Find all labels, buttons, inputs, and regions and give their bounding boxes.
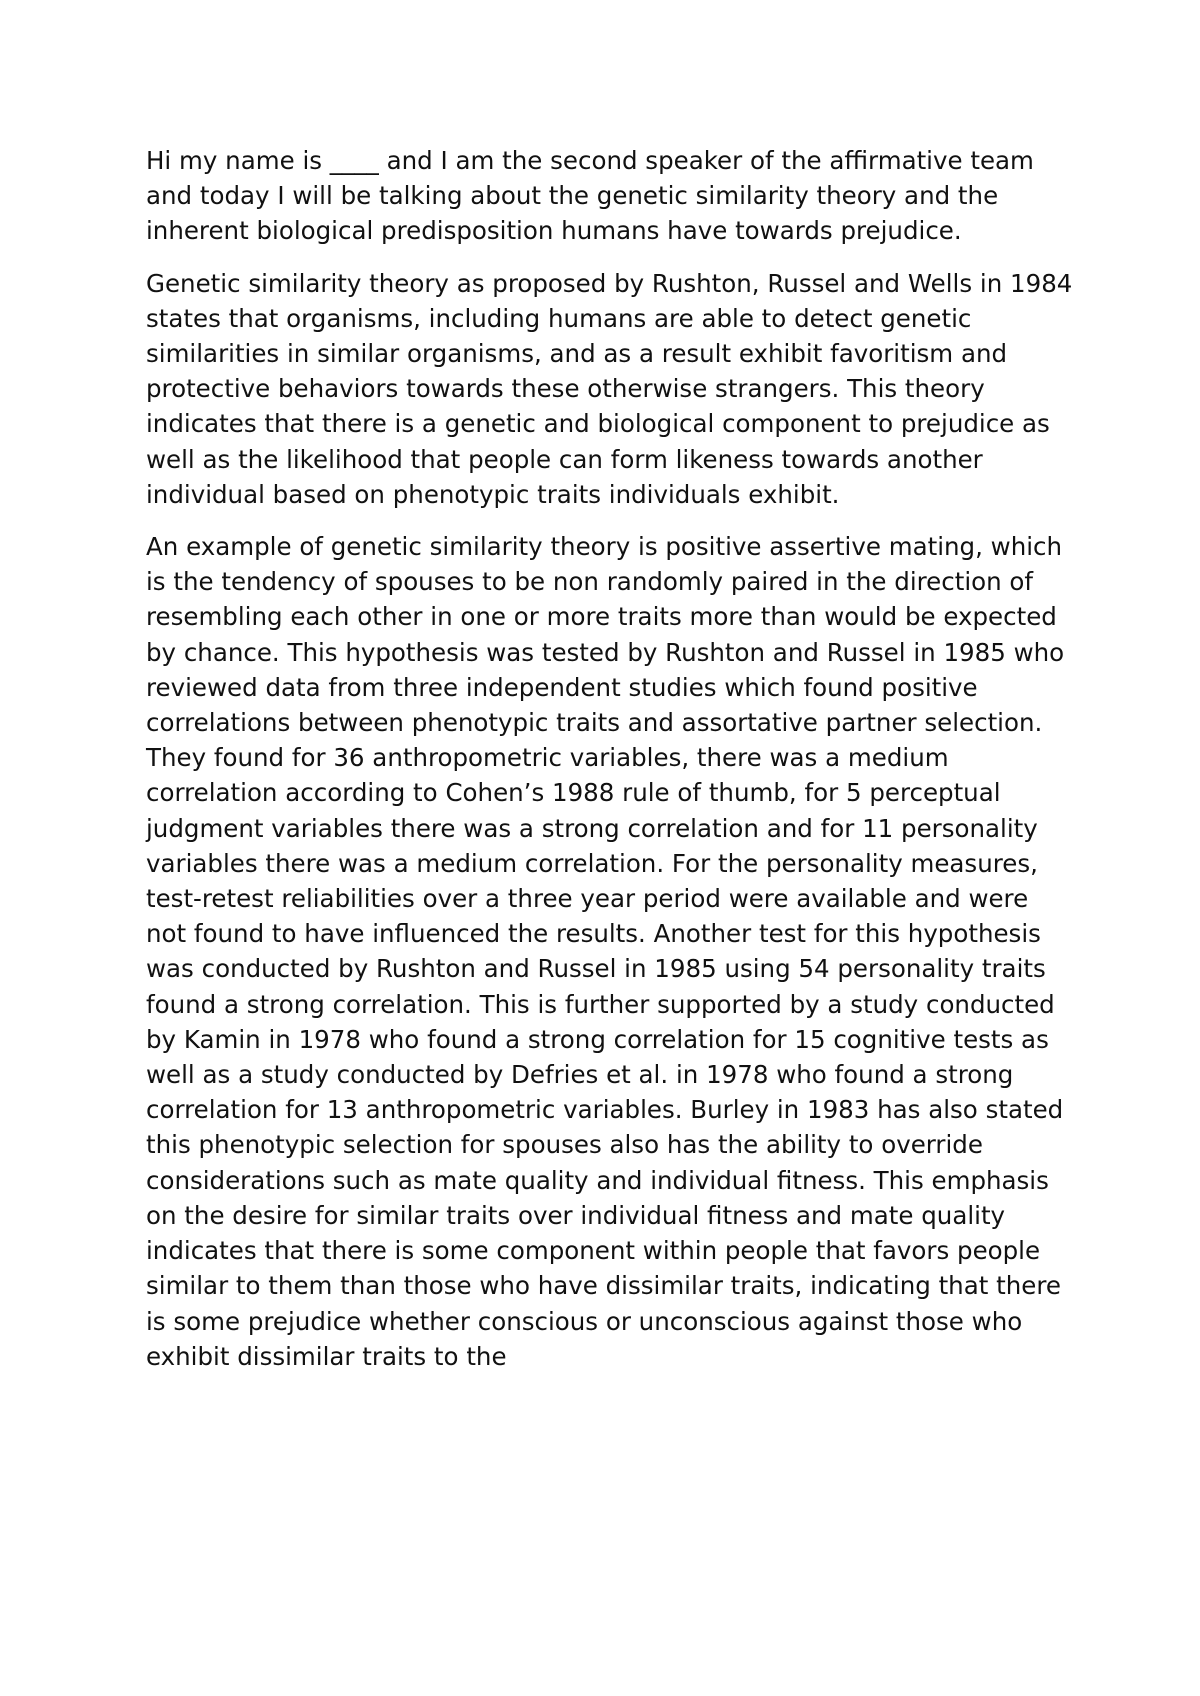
document-body [146,143,1076,1391]
paragraph-genetic-similarity-theory: Genetic similarity theory as proposed by Rushton, Russel and Wells in 1984 states that organisms, including humans are able to detect genetic similarities in similar organisms, and as a result exhibit favoritism and protective behaviors towards these otherwise strangers. This theory indicates that there is a genetic and biological component to prejudice as well as the likelihood that people can form likeness towards another individual based on phenotypic traits individuals exhibit. [146,268,1073,509]
paragraph-introduction: Hi my name is ____ and I am the second speaker of the affirmative team and today I will be talking about the genetic similarity theory and the inherent biological predisposition humans have towards prejudice. [146,146,1034,246]
paragraph-assertive-mating-example: An example of genetic similarity theory is positive assertive mating, which is the tendency of spouses to be non randomly paired in the direction of resembling each other in one or more traits more than would be expected by chance. This hypothesis was tested by Rushton and Russel in 1985 who reviewed data from three independent studies which found positive correlations between phenotypic traits and assortative partner selection. They found for 36 anthropometric variables, there was a medium correlation according to Cohen’s 1988 rule of thumb, for 5 perceptual judgment variables there was a strong correlation and for 11 personality variables there was a medium correlation. For the personality measures, test-retest reliabilities over a three year period were available and were not found to have influenced the results. Another test for this hypothesis was conducted by Rushton and Russel in 1985 using 54 personality traits found a strong correlation. This is further supported by a study conducted by Kamin in 1978 who found a strong correlation for 15 cognitive tests as well as a study conducted by Defries et al. in 1978 who found a strong correlation for 13 anthropometric variables. Burley in 1983 has also stated this phenotypic selection for spouses also has the ability to override considerations such as mate quality and individual fitness. This emphasis on the desire for similar traits over individual fitness and mate quality indicates that there is some component within people that favors people similar to them than those who have dissimilar traits, indicating that there is some prejudice whether conscious or unconscious against those who exhibit dissimilar traits to the [146,532,1065,1371]
